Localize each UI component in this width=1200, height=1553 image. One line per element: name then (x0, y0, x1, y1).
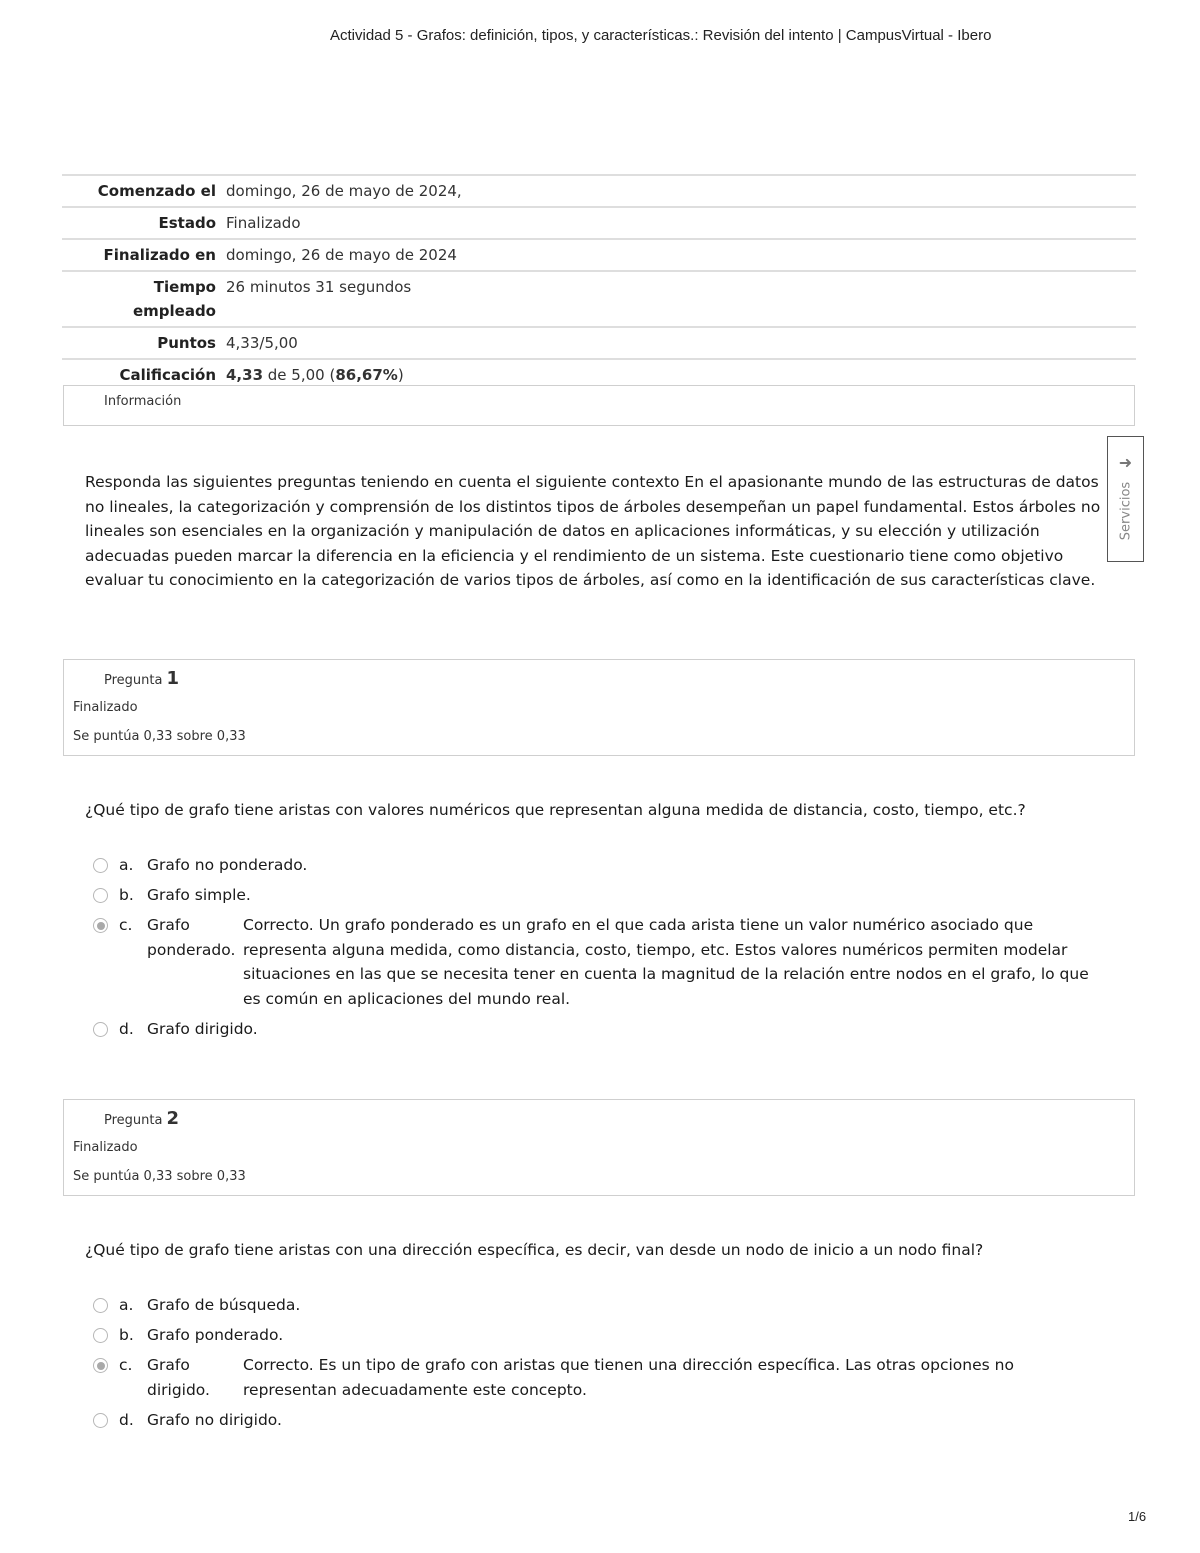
answer-text: Grafo ponderado. (147, 916, 236, 959)
question-info-box (63, 659, 1135, 756)
servicios-label: Servicios (1118, 481, 1133, 541)
page-number: 1/6 (1128, 1509, 1147, 1524)
summary-label: Finalizado en (103, 246, 216, 264)
summary-label: Puntos (157, 334, 216, 352)
summary-row-state (62, 207, 1136, 239)
question-state: Finalizado (73, 700, 138, 715)
summary-row-time (62, 271, 1136, 327)
question-title (104, 1108, 179, 1129)
answer-option[interactable] (93, 853, 1103, 878)
answer-option[interactable] (93, 1017, 1103, 1042)
radio-button-selected[interactable] (93, 1358, 108, 1373)
question-title (104, 668, 179, 689)
answer-text: Grafo dirigido. (147, 1356, 210, 1399)
answer-letter: b. (119, 886, 134, 904)
answer-text: Grafo no ponderado. (147, 856, 308, 874)
answer-text: Grafo no dirigido. (147, 1410, 282, 1429)
answer-letter: d. (119, 1410, 134, 1429)
summary-row-started (62, 175, 1136, 207)
summary-row-points (62, 327, 1136, 359)
answer-text: Grafo simple. (147, 886, 251, 904)
answer-list (93, 853, 1103, 1047)
question-text: ¿Qué tipo de grafo tiene aristas con una dirección específica, es decir, van desde un nodo de inicio a un nodo final? (85, 1241, 984, 1259)
summary-value: 26 minutos 31 segundos (226, 278, 412, 296)
answer-option-selected[interactable] (93, 1353, 1103, 1402)
summary-label: Estado (158, 214, 216, 232)
answer-option[interactable] (93, 1408, 1103, 1433)
radio-button-selected[interactable] (93, 918, 108, 933)
summary-value: Finalizado (226, 214, 301, 232)
question-score: Se puntúa 0,33 sobre 0,33 (73, 729, 246, 744)
radio-button[interactable] (93, 1328, 108, 1343)
question-number: 2 (166, 1108, 179, 1129)
summary-label: Comenzado el (97, 182, 216, 200)
answer-letter: c. (119, 916, 133, 934)
attempt-summary-table (62, 174, 1136, 390)
information-box (63, 385, 1135, 426)
grade-score: 4,33 (226, 366, 264, 384)
arrow-right-icon: ➜ (1118, 453, 1133, 472)
answer-letter: a. (119, 1296, 134, 1314)
grade-mid: de 5,00 ( (263, 366, 336, 384)
grade-end: ) (397, 366, 404, 384)
answer-letter: d. (119, 1019, 134, 1038)
answer-text: Grafo dirigido. (147, 1019, 258, 1038)
radio-button[interactable] (93, 1022, 108, 1037)
answer-letter: b. (119, 1326, 134, 1344)
radio-button[interactable] (93, 888, 108, 903)
radio-button[interactable] (93, 1413, 108, 1428)
information-label: Información (104, 394, 182, 409)
answer-option[interactable] (93, 1293, 1103, 1318)
context-text: Responda las siguientes preguntas teniendo en cuenta el siguiente contexto En el apasionante mundo de las estructuras de datos no lineales, la categorización y comprensión de los distintos tipos de árboles desempeñan un papel fundamental. Estos árboles no lineales son esenciales en la organización y manipulación de datos en aplicaciones informáticas, y su elección y utilización adecuadas pueden marcar la diferencia en la eficiencia y el rendimiento de un sistema. Este cuestionario tiene como objetivo evaluar tu conocimiento en la categorización de varios tipos de árboles, así como en la identificación de sus características clave. (85, 473, 1101, 589)
radio-button[interactable] (93, 858, 108, 873)
answer-letter: a. (119, 856, 134, 874)
question-number: 1 (166, 668, 179, 689)
summary-value: domingo, 26 de mayo de 2024 (226, 246, 457, 264)
answer-text: Grafo ponderado. (147, 1326, 284, 1344)
summary-value: 4,33/5,00 (226, 334, 298, 352)
answer-option[interactable] (93, 1323, 1103, 1348)
answer-option-selected[interactable] (93, 913, 1103, 1011)
answer-text: Grafo de búsqueda. (147, 1296, 301, 1314)
answer-option[interactable] (93, 883, 1103, 908)
summary-row-finished (62, 239, 1136, 271)
summary-label: Calificación (119, 366, 216, 384)
question-score: Se puntúa 0,33 sobre 0,33 (73, 1169, 246, 1184)
answer-feedback: Correcto. Es un tipo de grafo con aristas que tienen una dirección específica. Las otras opciones no representan adecuadamente este concepto. (243, 1356, 1014, 1399)
question-info-box (63, 1099, 1135, 1196)
answer-list (93, 1293, 1103, 1438)
servicios-side-tab[interactable] (1107, 436, 1144, 562)
answer-feedback: Correcto. Un grafo ponderado es un grafo en el que cada arista tiene un valor numérico asociado que representa alguna medida, como distancia, costo, tiempo, etc. Estos valores numéricos permiten modelar situaciones en las que se necesita tener en cuenta la magnitud de la relación entre nodos en el grafo, lo que es común en aplicaciones del mundo real. (243, 916, 1089, 1008)
radio-button[interactable] (93, 1298, 108, 1313)
question-label: Pregunta (104, 1113, 163, 1128)
question-state: Finalizado (73, 1140, 138, 1155)
print-header-title: Actividad 5 - Grafos: definición, tipos, y características.: Revisión del intento | CampusVirtual - Ibero (330, 27, 992, 44)
summary-value: domingo, 26 de mayo de 2024, (226, 182, 462, 200)
question-label: Pregunta (104, 673, 163, 688)
summary-label: Tiempo empleado (132, 278, 216, 320)
grade-percent: 86,67% (335, 366, 398, 384)
answer-letter: c. (119, 1356, 133, 1374)
question-text: ¿Qué tipo de grafo tiene aristas con valores numéricos que representan alguna medida de distancia, costo, tiempo, etc.? (85, 801, 1026, 819)
